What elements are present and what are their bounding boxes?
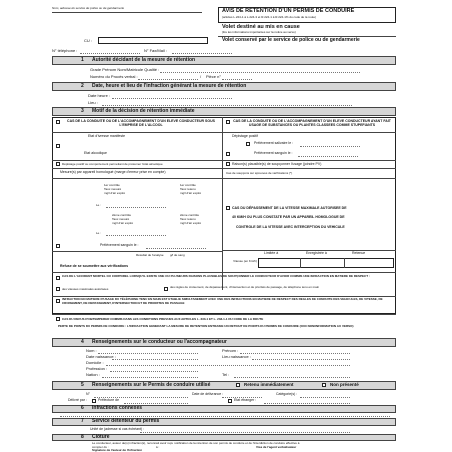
section-4-title: Renseignements sur le conducteur ou l'accompagnateur [92,339,227,345]
pv-field[interactable] [138,79,198,80]
domicile-label: Domicile : [86,360,104,365]
date-hour-field[interactable] [112,98,232,99]
heure-label: à : [156,445,160,449]
drugs-case-title: CAS DE LA CONDUITE OU DE L'ACCOMPAGNEMENT D'UN ELEVE CONDUCTEUR AYANT FAIT USAGE DE SUBSTANCES OU PLANTES CLASSEES COMME STUPEFIANTS [233,119,391,128]
sanguin-label: Prélèvement sanguin le : [254,151,293,155]
pre-sanguin-label: Prélèvement sanguin le : [100,243,139,247]
section-7-number: 7 [81,418,84,424]
accident-rules-label: des règles de croisement, de dépassement, d'intersection et de priorités de passage, de téléphone tenu en main [170,285,320,289]
pre-sanguin-field[interactable] [146,248,206,249]
nom-label: Nom : [86,348,97,353]
accident-rules-checkbox[interactable] [164,287,168,291]
first-control-label: 1er contrôle [104,183,120,187]
second-taux-label: 2ème contrôle [180,213,200,217]
second-mgl: mg/l d'air expiré [112,221,134,225]
permis-numero-label: N° [86,392,90,396]
speed-recorded-label: Enregistrée à [306,251,327,255]
copy-service-label: Volet conservé par le service de police ou de gendarmerie [222,37,360,43]
form-legal-ref: (articles L.224-1 à L.224-3 et R.224-1 à R.224-1% du code de la route) [222,15,317,19]
speed-case-line2: 40 KM/H OU PLUS CONSTATE PAR UN APPAREIL HOMOLOGUE DE [232,215,345,219]
signature-offender-label: Signature de l'auteur de l'infraction [92,448,143,452]
compter-label: compter du : [92,445,109,449]
first-mgl-retenu: mg/l d'air expiré [180,191,202,195]
naissance-label: Date naissance : [86,354,116,359]
accident-speed-checkbox[interactable] [56,287,60,291]
non-presente-checkbox[interactable] [322,383,326,387]
delivre-label: Délivré par : [68,398,87,402]
pre-sanguin-checkbox[interactable] [56,244,60,248]
depistage-positif-label: Dépistage positif [232,134,258,138]
prefecture-checkbox[interactable] [92,399,96,403]
pv-slash: / [200,74,202,79]
gl-label: g/l de sang [170,253,185,257]
domicile-field[interactable] [106,365,350,366]
fax-label: N° Fax/Mail : [144,48,167,53]
cu-label: CU : [84,38,92,43]
unite-label: Unité de (adresse si cas échéant) : [90,427,145,431]
sanguin-checkbox[interactable] [226,152,230,156]
profession-field[interactable] [110,371,198,372]
second-taux-mesure: Taux mesuré [112,217,130,221]
accident-case-text: CAS DE L'ACCIDENT MORTEL OU CORPOREL LORSQU'IL EXISTE UNE OU PLUSIEURS RAISONS PLAUSIBLES DE SOUPÇONNER LE CONDUCTEUR D'AVOIR COMMIS UNE INFRACTION EN MATIERE DE RESPECT : [62,274,370,278]
salivaire-label: Prélèvement salivaire le : [254,141,294,145]
pv-label: Numéro du Procès verbal : [90,74,138,79]
section-1-number: 1 [81,57,84,63]
tel-field[interactable] [234,377,350,378]
speed-case-line3: CONTROLE DE LA VITESSE AVEC INTERCEPTION DU VEHICULE [236,225,345,229]
cloture-text: Le conducteur, auteur de(s) infraction(s), reconnait avoir reçu notification de la rétention de son permis de conduire et de l'interdiction de conduire effective à [92,441,300,445]
raisons-checkbox[interactable] [226,162,230,166]
speed-limit-label: Limitée à [264,251,279,255]
divider [52,160,396,161]
section-1-title: Autorité décidant de la mesure de rétention [92,57,196,63]
mesure-label: Mesure(s) par appareil homologué (marge d'erreur prise en compte) [60,170,166,174]
ivresse-checkbox[interactable] [56,144,60,148]
section-6-number: 6 [81,405,84,411]
raisons-label: Raison(s) plausible(s) de soupçonner l'usage (joindre PV) [232,162,322,166]
prefecture-field[interactable] [124,403,188,404]
second-control-label: 2ème contrôle [112,213,132,217]
second-date-field[interactable] [106,235,166,236]
rank-field[interactable] [160,72,360,73]
alcohol-case-checkbox[interactable] [56,120,60,124]
verifications-label: Cas de soupçons sur épreuves de vérifications (*) [226,171,293,175]
divider [52,178,396,179]
phone-field[interactable] [80,53,140,54]
refus-verif-label: Refuse de se soumettre aux vérifications [60,264,129,268]
non-presente-label: Non présenté [330,382,359,387]
section-4-number: 4 [81,339,84,345]
speed-values-box[interactable] [258,258,394,268]
lieu-naissance-label: Lieu naissance : [222,354,251,359]
prenom-field[interactable] [240,353,350,354]
form-title: AVIS DE RETENTION D'UN PERMIS DE CONDUIRE [222,8,355,14]
etranger-field[interactable] [264,403,350,404]
section-3-number: 3 [81,108,84,114]
salivaire-field[interactable] [300,146,360,147]
phone-case-checkbox[interactable] [56,299,60,303]
etranger-checkbox[interactable] [228,399,232,403]
first-taux-label: 1er contrôle [180,183,196,187]
place-field[interactable] [102,105,352,106]
retenu-checkbox[interactable] [236,383,240,387]
section-3-column-divider [222,117,223,290]
section-5-number: 5 [81,382,84,388]
first-taux-retenu: Taux retenu [180,187,196,191]
depistage-checkbox[interactable] [56,162,60,166]
divider [52,251,222,252]
ivresse-label: Etat d'ivresse manifeste [88,134,126,138]
categories-field[interactable] [300,397,350,398]
date-delivrance-label: Date de délivrance : [192,392,224,396]
section-7-title: Service détenteur du permis [92,418,160,424]
profession-label: Profession : [86,366,108,371]
depistage-refus-label: Dépistage positif ou comportement permettant de présumer l'état alcoolique [62,162,163,166]
salivaire-checkbox[interactable] [246,142,250,146]
speed-unit-label: Vitesse (en Km/h) [233,259,257,263]
naissance-field[interactable] [112,359,198,360]
place-label: Lieu : [88,100,98,105]
first-taux-mesure: Taux mesuré [104,187,122,191]
nation-field[interactable] [102,377,198,378]
cu-field[interactable] [98,37,208,44]
etat-alcoolique-label: Etat alcoolique [84,151,107,155]
piece-label: Pièce n° [206,74,221,79]
divider [52,132,396,133]
phone-case-text: INFRACTION EN MATIERE D'USAGE DU TÉLÉPHONE TENU EN MAIN EST ETABLIE SIMULTANEMENT AVEC UNE DES INFRACTIONS EN MATIERE DE RESPECT DES REGLES DE CONDUITE DES VEHICULES, DE VITESSE, DE CROISEMENT, DE DEPASSEMENT, D'INTERSECTION ET DE PRIORITES DE PASSAGE [62,297,383,305]
lieu-naissance-field[interactable] [252,359,350,360]
nation-label: Nation : [86,372,100,377]
categories-label: Catégorie(s) : [276,392,298,396]
divider [52,168,396,169]
divider [344,258,345,268]
fax-field[interactable] [172,53,232,54]
first-date-field[interactable] [106,207,166,208]
stamp-line [52,12,202,13]
retenu-label: Retenu immédiatement [244,382,294,387]
section-2-number: 2 [81,83,84,89]
section-8-title: Clôture [92,434,110,440]
refus-case-text: CAS DU REFUS D'OBTEMPERER COMMIS DANS LES CONDITIONS PREVUES AUX ARTICLES L. 233-1 ET L. 233-1-1 DU CODE DE LA ROUTE [62,317,264,321]
section-2-title: Date, heure et lieu de l'infraction générant la mesure de rétention [92,83,247,89]
infractions-field[interactable] [60,416,390,417]
prenom-label: Prénom : [222,348,239,353]
prefecture-label: Préfecture de [98,398,120,402]
stamp-label: Nom, adresse du service de police ou de gendarmerie [52,6,125,10]
copy-offender-label: Volet destiné au mis en cause [222,24,300,30]
tel-label: Tel : [222,372,230,377]
accident-case-checkbox[interactable] [56,276,60,280]
phone-label: N° téléphone : [52,48,78,53]
first-date-label: Le : [96,203,102,207]
divider [300,258,301,268]
section-5-title: Renseignements sur le Permis de conduire utilisé [92,382,211,388]
speed-retained-label: Retenue [352,251,366,255]
section-6-title: Infractions connexes [92,405,143,411]
divider [52,314,396,315]
second-mgl-retenu: mg/l d'air expiré [180,221,202,225]
copy-offender-note: (lire les informations importantes sur la notice au verso) [222,30,296,34]
accident-speed-label: des vitesses maximales autorisées [62,287,109,291]
perte-points-text: PERTE DE POINTS DU PERMIS DE CONDUIRE : L'INFRACTION GENERANT LA MESURE DE RETENTION ENTRAINE UN RETRAIT DE POINTS DU PERMIS DE CONDUIRE (OUI/ NON/INFORMATION AU VERSO) [58,324,354,328]
speed-case-title: CAS DU DÉPASSEMENT DE LA VITESSE MAXIMALE AUTORISEE DE [232,206,347,210]
speed-case-checkbox[interactable] [226,206,230,210]
section-3-title: Motif de la décision de rétention immédiate [92,108,195,114]
piece-field[interactable] [222,79,252,80]
unite-field[interactable] [140,432,350,433]
etranger-label: Etat étranger : [234,398,257,402]
second-taux-retenu: Taux retenu [180,217,196,221]
drugs-case-checkbox[interactable] [226,120,230,124]
date-hour-label: Date heure : [88,93,111,98]
section-8-number: 8 [81,434,84,440]
signature-agent-label: Visa de l'agent verbalisateur [256,445,297,449]
refus-case-checkbox[interactable] [56,317,60,321]
divider [52,272,396,273]
first-mgl: mg/l d'air expiré [104,191,126,195]
sanguin-field[interactable] [298,156,358,157]
resultat-label: Résultat de l'analyse [136,253,164,257]
alcohol-case-title: CAS DE LA CONDUITE OU DE L'ACCOMPAGNEMENT D'UN ELEVE CONDUCTEUR SOUS L'EMPRISE DE L'ALCOOL [67,119,215,128]
rank-label: Grade Prénom Nom/Matricule Qualité : [90,67,160,72]
second-date-label: Le : [96,231,102,235]
